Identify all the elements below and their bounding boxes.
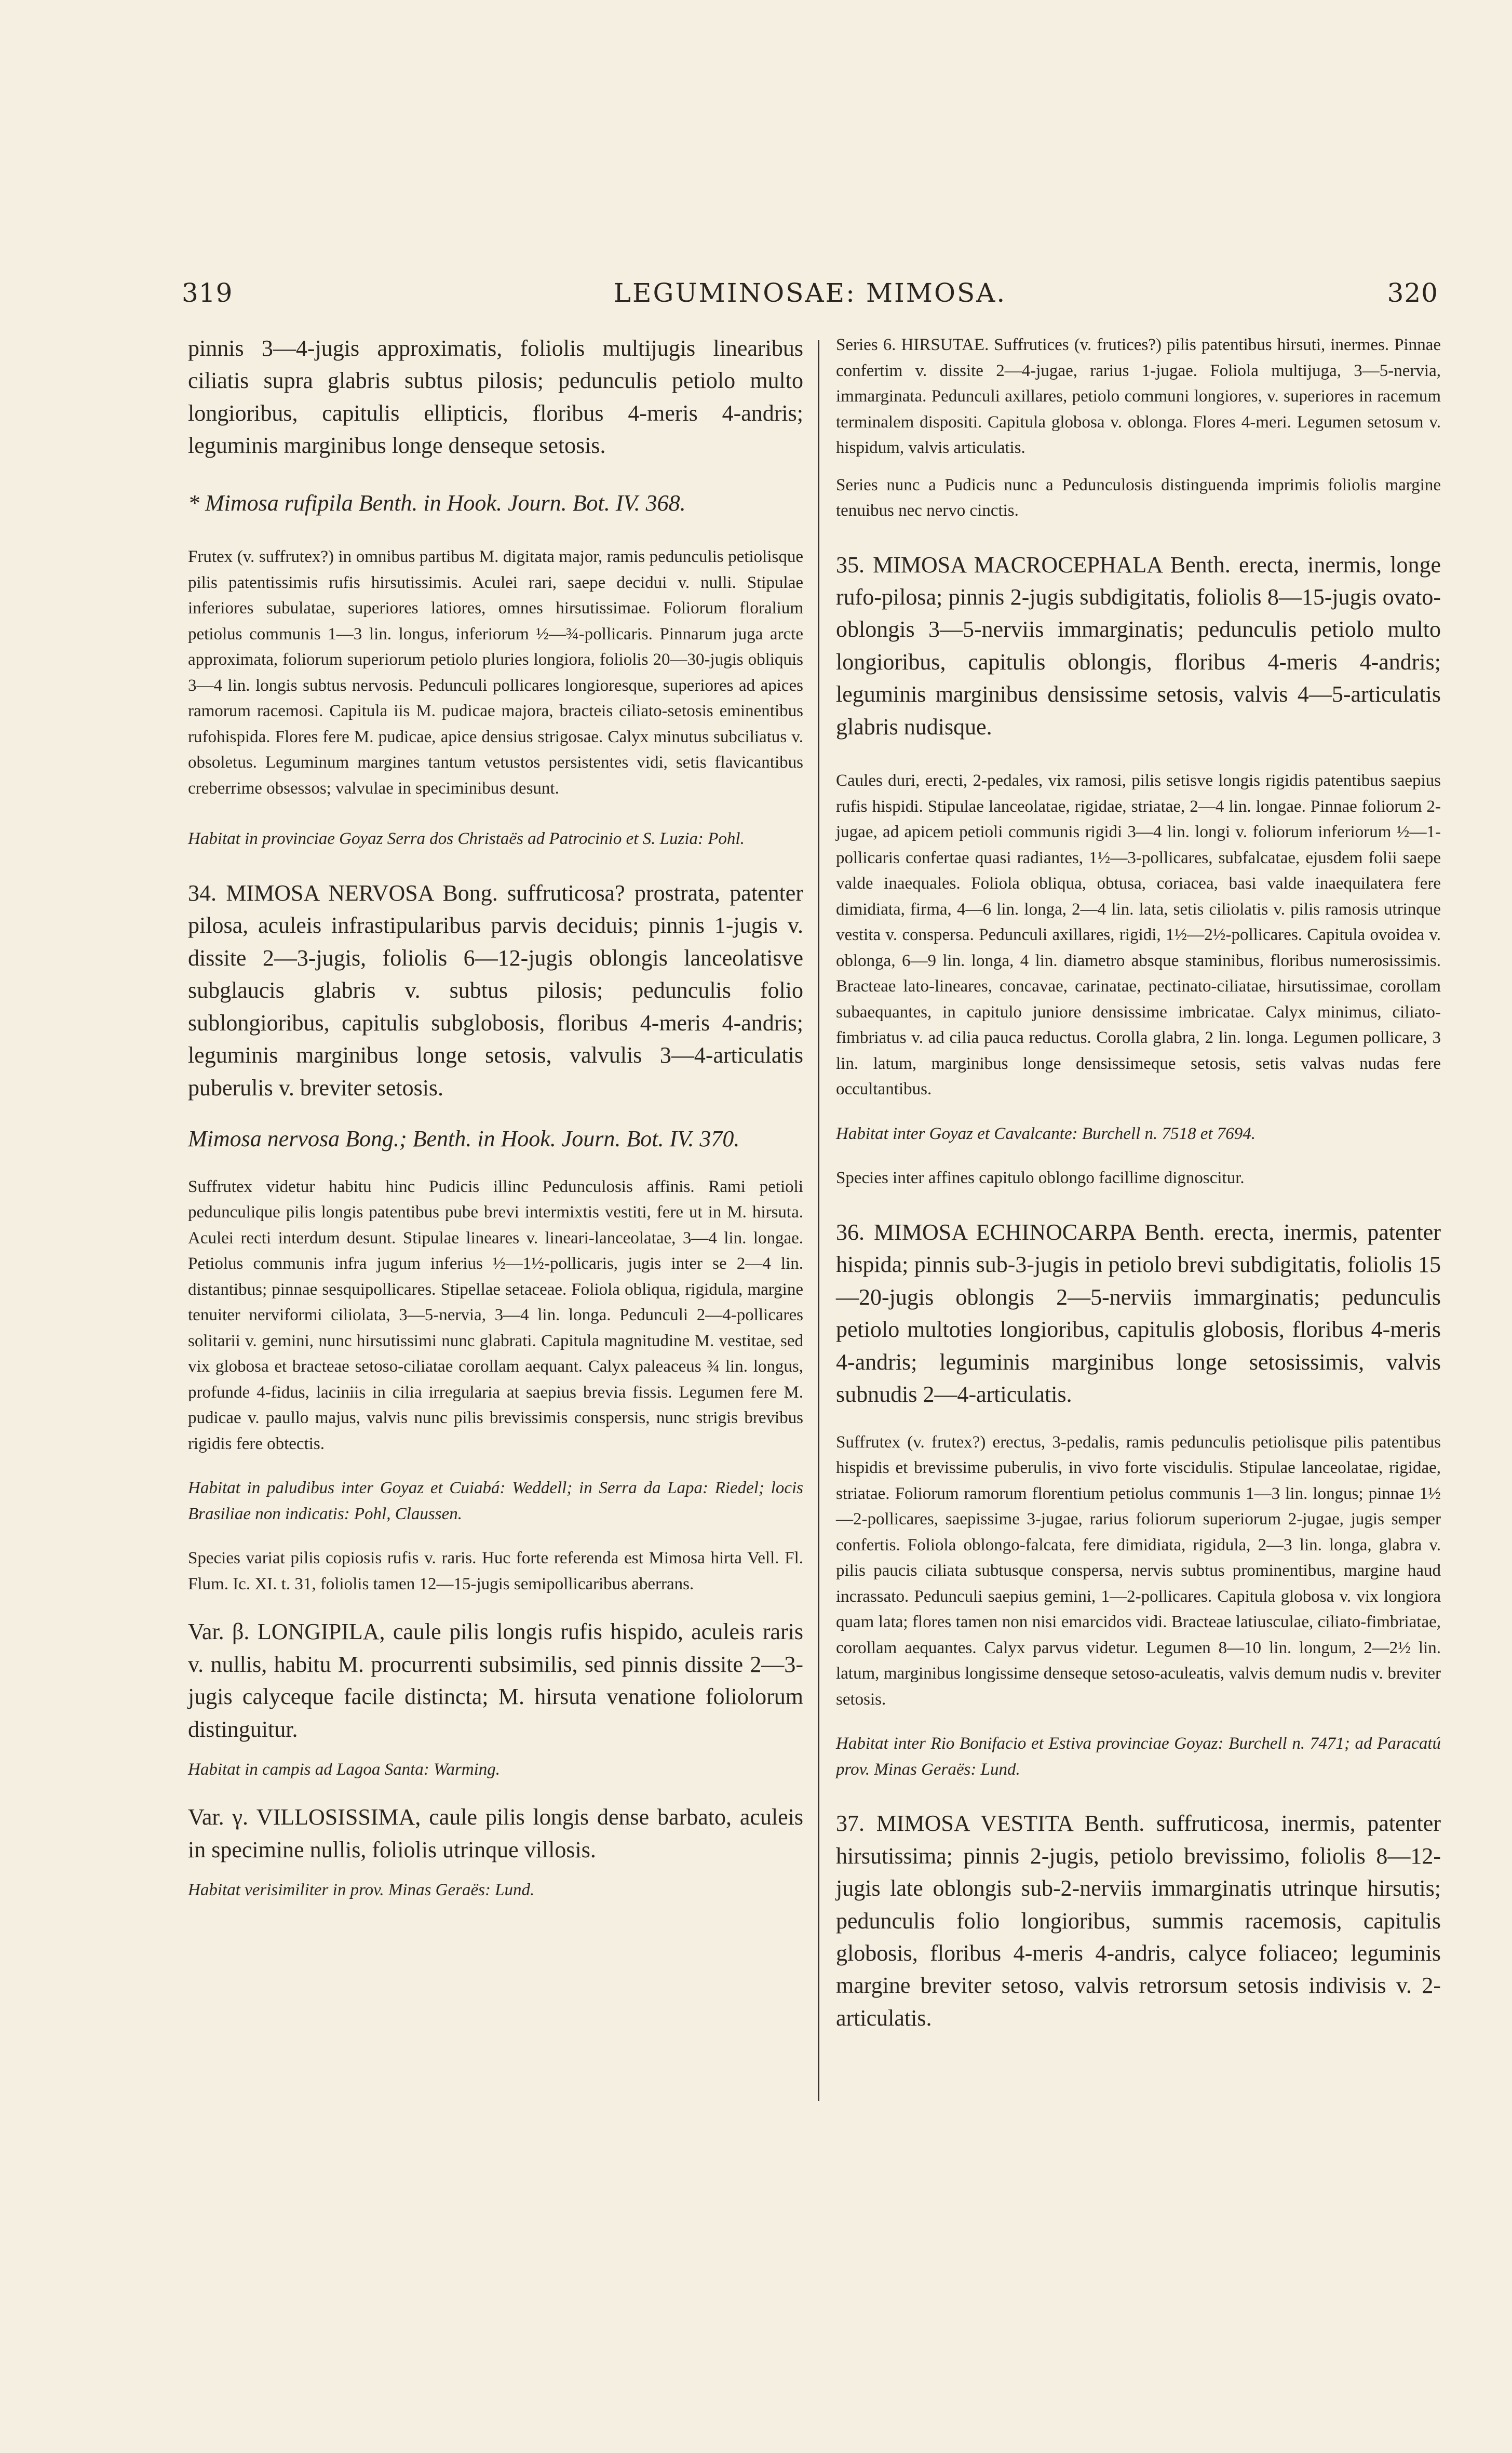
note-nervosa: Species variat pilis copiosis rufis v. raris. Huc forte referenda est Mimosa hirta Vell. Fl. Flum. Ic. XI. t. 31, foliolis tamen 12—15-jugis semipollicaribus aberrans. [188, 1549, 803, 1593]
habitat-nervosa: Habitat in paludibus inter Goyaz et Cuiabá: Weddell; in Serra da Lapa: Riedel; locis Brasiliae non indicatis: Pohl, Claussen. [188, 1479, 803, 1523]
habitat-macrocephala: Habitat inter Goyaz et Cavalcante: Burchell n. 7518 et 7694. [836, 1124, 1256, 1143]
variety-gamma: Var. γ. VILLOSISSIMA, caule pilis longis dense barbato, aculeis in specimine nullis, foliolis utrinque villosis. [188, 1804, 803, 1862]
page-header [182, 278, 1438, 314]
species-35-heading: 35. MIMOSA MACROCEPHALA Benth. erecta, inermis, longe rufo-pilosa; pinnis 2-jugis subdigitatis, foliolis 8—15-jugis ovato-oblongis 3—5-nerviis immarginatis; pedunculis petiolo multo longioribus, capitulis oblongis, floribus 4-meris 4-andris; leguminis marginibus densissime setosis, valvis 4—5-articulatis glabris nudisque. [836, 552, 1441, 740]
page-number-right: 320 [1387, 278, 1438, 308]
habitat-gamma: Habitat verisimiliter in prov. Minas Geraës: Lund. [188, 1881, 535, 1900]
diagnosis-continued: pinnis 3—4-jugis approximatis, foliolis multijugis linearibus ciliatis supra glabris subtus pilosis; pedunculis petiolo multo longioribus, capitulis ellipticis, floribus 4-meris 4-andris; leguminis marginibus longe denseque setosis. [188, 336, 803, 459]
species-36-heading: 36. MIMOSA ECHINOCARPA Benth. erecta, inermis, patenter hispida; pinnis sub-3-jugis in petiolo brevi subdigitatis, foliolis 15—20-jugis oblongis 2—5-nerviis immarginatis; pedunculis petiolo multoties longioribus, capitulis globosis, floribus 4-meris 4-andris; leguminis marginibus longe setosissimis, valvis subnudis 2—4-articulatis. [836, 1219, 1441, 1408]
species-37-heading: 37. MIMOSA VESTITA Benth. suffruticosa, inermis, patenter hirsutissima; pinnis 2-jugis, petiolo brevissimo, foliolis 8—12-jugis late oblongis sub-2-nerviis immarginatis utrinque hirsutis; pedunculis folio longioribus, summis racemosis, capitulis globosis, floribus 4-meris 4-andris, calyce foliaceo; leguminis margine breviter setoso, valvis retrorsum setosis indivisis v. 2-articulatis. [836, 1811, 1441, 2031]
series-6-description: Series 6. HIRSUTAE. Suffrutices (v. frutices?) pilis patentibus hirsuti, inermes. Pinnae confertim v. dissite 2—4-jugae, rarius 1-jugae. Foliola multijuga, 3—5-nervia, immarginata. Pedunculi axillares, petiolo communi longiores, v. superiores in racemum terminalem dispositi. Capitula globosa v. oblonga. Flores 4-meri. Legumen setosum v. hispidum, valvis articulatis. [836, 336, 1441, 457]
column-divider [818, 340, 819, 2101]
note-macrocephala: Species inter affines capitulo oblongo facillime dignoscitur. [836, 1169, 1245, 1188]
left-column [188, 332, 803, 1904]
habitat-rufipila: Habitat in provinciae Goyaz Serra dos Christaës ad Patrocinio et S. Luzia: Pohl. [188, 829, 745, 849]
synonym-nervosa: Mimosa nervosa Bong.; Benth. in Hook. Journ. Bot. IV. 370. [188, 1126, 740, 1152]
variety-beta: Var. β. LONGIPILA, caule pilis longis rufis hispido, aculeis raris v. nullis, habitu M. procurrenti subsimilis, sed pinnis dissite 2—3-jugis calyceque facile distincta; M. hirsuta venatione foliolorum distinguitur. [188, 1619, 803, 1742]
description-echinocarpa: Suffrutex (v. frutex?) erectus, 3-pedalis, ramis pedunculis petiolisque pilis patentibus hispidis et brevissime puberulis, in vivo forte viscidulis. Stipulae lanceolatae, rigidae, striatae. Foliorum ramorum florentium petiolus communis 1—3 lin. longus; pinnae 1½—2-pollicares, saepissime 3-jugae, rarius foliorum superiorum 2-jugae, jugis semper confertis. Foliola oblongo-falcata, fere dimidiata, rigidula, 2—3 lin. longa, glabra v. pilis paucis ciliata subtusque conspersa, nervis subtus prominentibus, margine haud incrassato. Pedunculi saepius gemini, 1—2-pollicares. Capitula globosa v. vix longiora quam lata; flores tamen non nisi emarcidos vidi. Bracteae latiusculae, ciliato-fimbriatae, corollam aequantes. Calyx parvus videtur. Legumen 8—10 lin. longum, 2—2½ lin. latum, marginibus longissime denseque setoso-aculeatis, valvis demum nudis v. breviter setosis. [836, 1432, 1441, 1709]
running-title: LEGUMINOSAE: MIMOSA. [613, 278, 1007, 308]
series-6-note: Series nunc a Pudicis nunc a Pedunculosis distinguenda imprimis foliolis margine tenuibus nec nervo cinctis. [836, 475, 1441, 520]
description-nervosa: Suffrutex videtur habitu hinc Pudicis illinc Pedunculosis affinis. Rami petioli pedunculique pilis longis patentibus pube brevi intermixtis vestiti, fere ut in M. hirsuta. Aculei recti interdum desunt. Stipulae lineares v. lineari-lanceolatae, 3—4 lin. longae. Petiolus communis infra jugum inferius ½—1½-pollicaris, jugis inter se 2—4 lin. distantibus; pinnae sesquipollicares. Stipellae setaceae. Foliola obliqua, rigidula, margine tenuiter nerviformi ciliolata, 3—5-nervia, 3—4 lin. longa. Pedunculi 2—4-pollicares solitarii v. gemini, nunc hirsutissimi nunc glabrati. Capitula magnitudine M. vestitae, sed vix globosa et bracteae setoso-ciliatae corollam aequant. Calyx paleaceus ¾ lin. longus, profunde 4-fidus, laciniis in cilia irregularia at saepius brevia fissis. Legumen fere M. pudicae v. paullo majus, valvis nunc pilis brevissimis conspersis, nunc strigis brevibus rigidis fere obtectis. [188, 1177, 803, 1453]
right-column [836, 332, 1441, 2034]
habitat-beta: Habitat in campis ad Lagoa Santa: Warming. [188, 1760, 501, 1779]
description-macrocephala: Caules duri, erecti, 2-pedales, vix ramosi, pilis setisve longis rigidis patentibus saepius rufis hispidi. Stipulae lanceolatae, rigidae, striatae, 2—4 lin. longae. Pinnae foliorum 2-jugae, ad apicem petioli communis rigidi 3—4 lin. longi v. foliorum inferiorum ½—1-pollicaris confertae quasi radiantes, 1½—3-pollicares, subfalcatae, ejusdem folii saepe valde inaequales. Foliola obliqua, obtusa, coriacea, basi valde inaequilatera fere dimidiata, firma, 4—6 lin. longa, 2—4 lin. lata, setis ciliolatis v. pilis ramosis utrinque vestita v. conspersa. Pedunculi axillares, rigidi, 1½—2½-pollicares. Capitula ovoidea v. oblonga, 6—9 lin. longa, 4 lin. diametro absque staminibus, floribus numerosissimis. Bracteae lato-lineares, concavae, carinatae, pectinato-ciliatae, hirsutissimae, corollam subaequantes, in capitulo juniore densissime imbricatae. Calyx minimus, ciliato-fimbriatus v. ad cilia pauca reductus. Corolla glabra, 2 lin. longa. Legumen pollicare, 3 lin. latum, marginibus longe densissimeque setosis, setis valvas nudas fere occultantibus. [836, 771, 1441, 1099]
page-number-left: 319 [182, 278, 233, 308]
synonym-rufipila: * Mimosa rufipila Benth. in Hook. Journ. Bot. IV. 368. [188, 490, 686, 516]
habitat-echinocarpa: Habitat inter Rio Bonifacio et Estiva provinciae Goyaz: Burchell n. 7471; ad Paracatú prov. Minas Geraës: Lund. [836, 1734, 1441, 1779]
species-34-heading: 34. MIMOSA NERVOSA Bong. suffruticosa? prostrata, patenter pilosa, aculeis infrastipularibus parvis deciduis; pinnis 1-jugis v. dissite 2—3-jugis, foliolis 6—12-jugis oblongis lanceolatisve subglaucis glabris v. subtus pilosis; pedunculis folio sublongioribus, capitulis subglobosis, floribus 4-meris 4-andris; leguminis marginibus longe setosis, valvulis 3—4-articulatis puberulis v. breviter setosis. [188, 880, 803, 1101]
description-rufipila: Frutex (v. suffrutex?) in omnibus partibus M. digitata major, ramis pedunculis petiolisque pilis patentissimis rufis hirsutissimis. Aculei rari, saepe decidui v. nulli. Stipulae inferiores subulatae, superiores latiores, omnes hirsutissimae. Foliorum floralium petiolus communis 1—3 lin. longus, inferiorum ½—¾-pollicaris. Pinnarum juga arcte approximata, foliorum superiorum petiolo pluries longiora, foliolis 20—30-jugis obliquis 3—4 lin. longis subtus nervosis. Pedunculi pollicares longioresque, superiores ad apices ramorum racemosi. Capitula iis M. pudicae majora, bracteis ciliato-setosis eminentibus rufohispida. Flores fere M. pudicae, apice densius strigosae. Calyx minutus subciliatus v. obsoletus. Leguminum margines tantum vetustos persistentes vidi, setis flavicantibus creberrime obsessos; valvulae in speciminibus desunt. [188, 547, 803, 798]
